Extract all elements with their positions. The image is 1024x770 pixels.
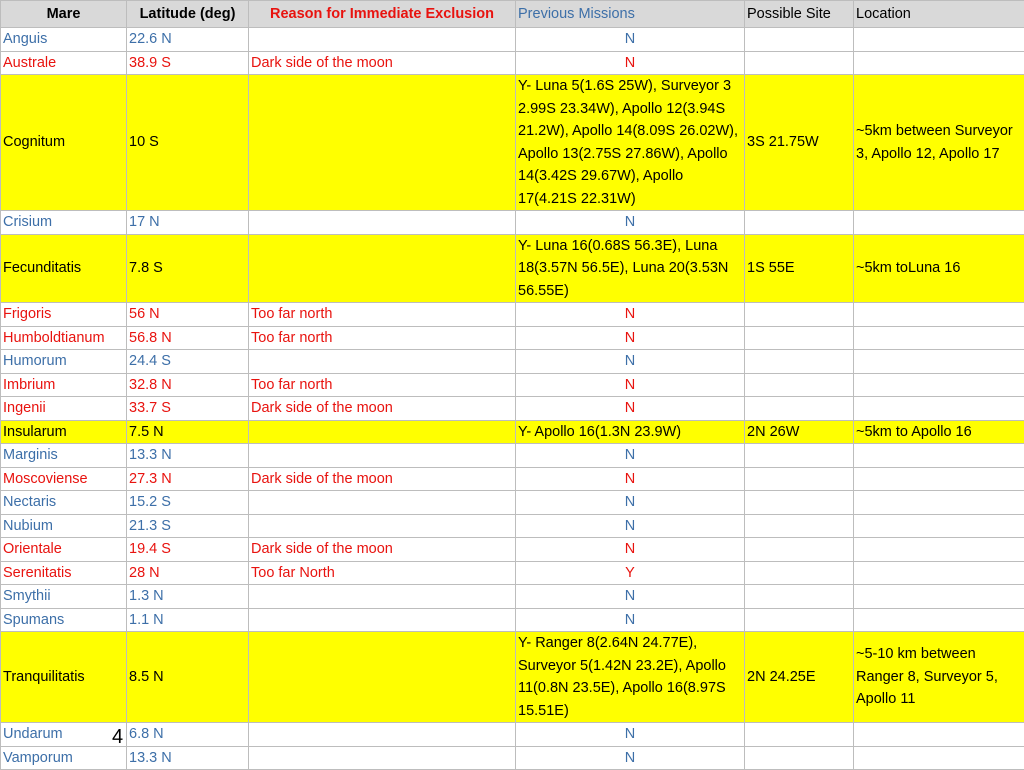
header-possible-site[interactable]: Possible Site	[745, 1, 854, 28]
table-row	[1, 234, 1024, 303]
cell-location[interactable]	[854, 211, 1024, 235]
cell-reason[interactable]	[249, 491, 516, 515]
cell-possible-site[interactable]	[745, 538, 854, 562]
cell-possible-site[interactable]	[745, 746, 854, 770]
cell-location[interactable]	[854, 326, 1024, 350]
cell-mare[interactable]: Nubium	[1, 514, 127, 538]
table-row	[1, 632, 1024, 723]
cell-mare[interactable]: Imbrium	[1, 373, 127, 397]
table-row	[1, 491, 1024, 515]
cell-mare[interactable]: Frigoris	[1, 303, 127, 327]
cell-possible-site[interactable]	[745, 723, 854, 747]
cell-previous-missions[interactable]: N	[516, 373, 745, 397]
cell-location[interactable]: ~5km to Apollo 16	[854, 420, 1024, 444]
table-row	[1, 585, 1024, 609]
cell-previous-missions[interactable]: N	[516, 538, 745, 562]
table-row	[1, 746, 1024, 770]
cell-location[interactable]	[854, 303, 1024, 327]
cursor-marker: 4	[112, 726, 123, 748]
cell-possible-site[interactable]	[745, 350, 854, 374]
table-row	[1, 28, 1024, 52]
cell-reason[interactable]: Dark side of the moon	[249, 397, 516, 421]
cell-mare[interactable]: Tranquilitatis	[1, 632, 127, 723]
cell-possible-site[interactable]	[745, 28, 854, 52]
header-previous-missions[interactable]: Previous Missions	[516, 1, 745, 28]
cell-previous-missions[interactable]: Y- Apollo 16(1.3N 23.9W)	[516, 420, 745, 444]
cell-previous-missions[interactable]: N	[516, 723, 745, 747]
cell-reason[interactable]: Too far North	[249, 561, 516, 585]
cell-mare[interactable]: Undarum	[1, 723, 127, 747]
table-row	[1, 467, 1024, 491]
cell-mare[interactable]: Humorum	[1, 350, 127, 374]
cell-mare[interactable]: Cognitum	[1, 75, 127, 211]
table-row	[1, 514, 1024, 538]
cell-previous-missions[interactable]: Y- Luna 16(0.68S 56.3E), Luna 18(3.57N 56.5E), Luna 20(3.53N 56.55E)	[516, 234, 745, 303]
header-latitude[interactable]: Latitude (deg)	[127, 1, 249, 28]
cell-location[interactable]: ~5-10 km between Ranger 8, Surveyor 5, Apollo 11	[854, 632, 1024, 723]
cell-previous-missions[interactable]: Y	[516, 561, 745, 585]
table-body	[1, 28, 1024, 770]
cell-previous-missions[interactable]: N	[516, 746, 745, 770]
cell-possible-site[interactable]	[745, 444, 854, 468]
cell-reason[interactable]: Dark side of the moon	[249, 538, 516, 562]
cell-reason[interactable]	[249, 211, 516, 235]
table-row	[1, 608, 1024, 632]
cell-reason[interactable]: Too far north	[249, 373, 516, 397]
table-row	[1, 75, 1024, 211]
cell-latitude[interactable]: 7.8 S	[127, 234, 249, 303]
cell-mare[interactable]: Fecunditatis	[1, 234, 127, 303]
cell-reason[interactable]: Dark side of the moon	[249, 467, 516, 491]
cell-location[interactable]: ~5km between Surveyor 3, Apollo 12, Apollo 17	[854, 75, 1024, 211]
cell-location[interactable]	[854, 585, 1024, 609]
cell-location[interactable]	[854, 28, 1024, 52]
cell-latitude[interactable]: 33.7 S	[127, 397, 249, 421]
cell-possible-site[interactable]: 2N 26W	[745, 420, 854, 444]
cell-reason[interactable]	[249, 420, 516, 444]
cell-mare[interactable]: Crisium	[1, 211, 127, 235]
table-row	[1, 723, 1024, 747]
cell-latitude[interactable]: 6.8 N	[127, 723, 249, 747]
cell-previous-missions[interactable]: N	[516, 350, 745, 374]
table-row	[1, 326, 1024, 350]
cell-location[interactable]	[854, 467, 1024, 491]
cell-mare[interactable]: Nectaris	[1, 491, 127, 515]
cell-previous-missions[interactable]: N	[516, 608, 745, 632]
cell-previous-missions[interactable]: N	[516, 326, 745, 350]
cell-reason[interactable]	[249, 444, 516, 468]
cell-reason[interactable]	[249, 585, 516, 609]
cell-mare[interactable]: Moscoviense	[1, 467, 127, 491]
cell-latitude[interactable]: 17 N	[127, 211, 249, 235]
table-row	[1, 444, 1024, 468]
cell-reason[interactable]	[249, 28, 516, 52]
cell-mare[interactable]: Serenitatis	[1, 561, 127, 585]
cell-previous-missions[interactable]: N	[516, 467, 745, 491]
cell-possible-site[interactable]	[745, 561, 854, 585]
cell-previous-missions[interactable]: N	[516, 28, 745, 52]
cell-latitude[interactable]: 22.6 N	[127, 28, 249, 52]
cell-possible-site[interactable]	[745, 585, 854, 609]
cell-reason[interactable]	[249, 234, 516, 303]
cell-previous-missions[interactable]: N	[516, 51, 745, 75]
cell-possible-site[interactable]	[745, 211, 854, 235]
cell-mare[interactable]: Marginis	[1, 444, 127, 468]
cell-reason[interactable]	[249, 514, 516, 538]
cell-latitude[interactable]: 27.3 N	[127, 467, 249, 491]
cell-location[interactable]	[854, 397, 1024, 421]
table-row	[1, 51, 1024, 75]
cell-mare[interactable]: Smythii	[1, 585, 127, 609]
cell-latitude[interactable]: 13.3 N	[127, 746, 249, 770]
table-row	[1, 397, 1024, 421]
cell-latitude[interactable]: 15.2 S	[127, 491, 249, 515]
cell-latitude[interactable]: 28 N	[127, 561, 249, 585]
cell-latitude[interactable]: 38.9 S	[127, 51, 249, 75]
table-row	[1, 538, 1024, 562]
cell-previous-missions[interactable]: Y- Ranger 8(2.64N 24.77E), Surveyor 5(1.42N 23.2E), Apollo 11(0.8N 23.5E), Apollo 16(8.97S 15.51E)	[516, 632, 745, 723]
cell-location[interactable]	[854, 444, 1024, 468]
table-row	[1, 373, 1024, 397]
cell-previous-missions[interactable]: N	[516, 491, 745, 515]
cell-location[interactable]	[854, 723, 1024, 747]
table-row	[1, 420, 1024, 444]
table-row	[1, 211, 1024, 235]
header-location[interactable]: Location	[854, 1, 1024, 28]
cell-reason[interactable]: Too far north	[249, 303, 516, 327]
cell-latitude[interactable]: 10 S	[127, 75, 249, 211]
cell-previous-missions[interactable]: Y- Luna 5(1.6S 25W), Surveyor 3 2.99S 23.34W), Apollo 12(3.94S 21.2W), Apollo 14(8.09S 26.02W), Apollo 13(2.75S 27.86W), Apollo 14(3.42S 29.67W), Apollo 17(4.21S 22.31W)	[516, 75, 745, 211]
cell-latitude[interactable]: 1.3 N	[127, 585, 249, 609]
header-row	[1, 1, 1024, 28]
cell-latitude[interactable]: 1.1 N	[127, 608, 249, 632]
table-row	[1, 350, 1024, 374]
cell-reason[interactable]	[249, 350, 516, 374]
cell-latitude[interactable]: 19.4 S	[127, 538, 249, 562]
cell-mare[interactable]: Humboldtianum	[1, 326, 127, 350]
cell-mare[interactable]: Ingenii	[1, 397, 127, 421]
cell-mare[interactable]: Vamporum	[1, 746, 127, 770]
cell-mare[interactable]: Orientale	[1, 538, 127, 562]
cell-possible-site[interactable]: 1S 55E	[745, 234, 854, 303]
cell-possible-site[interactable]	[745, 491, 854, 515]
cell-location[interactable]	[854, 561, 1024, 585]
cell-previous-missions[interactable]: N	[516, 444, 745, 468]
cell-location[interactable]	[854, 51, 1024, 75]
cell-location[interactable]	[854, 538, 1024, 562]
cell-reason[interactable]	[249, 608, 516, 632]
cell-previous-missions[interactable]: N	[516, 211, 745, 235]
cell-previous-missions[interactable]: N	[516, 397, 745, 421]
cell-latitude[interactable]: 21.3 S	[127, 514, 249, 538]
cell-mare[interactable]: Anguis	[1, 28, 127, 52]
cell-possible-site[interactable]: 2N 24.25E	[745, 632, 854, 723]
cell-latitude[interactable]: 32.8 N	[127, 373, 249, 397]
cell-possible-site[interactable]	[745, 608, 854, 632]
cell-possible-site[interactable]	[745, 373, 854, 397]
cell-location[interactable]	[854, 746, 1024, 770]
cell-previous-missions[interactable]: N	[516, 514, 745, 538]
cell-possible-site[interactable]	[745, 303, 854, 327]
cell-latitude[interactable]: 56.8 N	[127, 326, 249, 350]
header-mare[interactable]: Mare	[1, 1, 127, 28]
cell-location[interactable]: ~5km toLuna 16	[854, 234, 1024, 303]
cell-mare[interactable]: Insularum	[1, 420, 127, 444]
table-row	[1, 303, 1024, 327]
cell-location[interactable]	[854, 608, 1024, 632]
cell-previous-missions[interactable]: N	[516, 585, 745, 609]
header-reason[interactable]: Reason for Immediate Exclusion	[249, 1, 516, 28]
cell-latitude[interactable]: 56 N	[127, 303, 249, 327]
cell-location[interactable]	[854, 514, 1024, 538]
cell-latitude[interactable]: 7.5 N	[127, 420, 249, 444]
cell-location[interactable]	[854, 350, 1024, 374]
table-row	[1, 561, 1024, 585]
cell-reason[interactable]	[249, 746, 516, 770]
cell-location[interactable]	[854, 491, 1024, 515]
cell-reason[interactable]: Dark side of the moon	[249, 51, 516, 75]
cell-possible-site[interactable]	[745, 51, 854, 75]
cell-mare[interactable]: Australe	[1, 51, 127, 75]
cell-previous-missions[interactable]: N	[516, 303, 745, 327]
cell-possible-site[interactable]	[745, 467, 854, 491]
cell-latitude[interactable]: 13.3 N	[127, 444, 249, 468]
cell-location[interactable]	[854, 373, 1024, 397]
cell-reason[interactable]	[249, 75, 516, 211]
cell-latitude[interactable]: 24.4 S	[127, 350, 249, 374]
cell-possible-site[interactable]: 3S 21.75W	[745, 75, 854, 211]
cell-mare[interactable]: Spumans	[1, 608, 127, 632]
cell-reason[interactable]	[249, 723, 516, 747]
cell-possible-site[interactable]	[745, 514, 854, 538]
cell-possible-site[interactable]	[745, 326, 854, 350]
cell-reason[interactable]: Too far north	[249, 326, 516, 350]
cell-reason[interactable]	[249, 632, 516, 723]
cell-latitude[interactable]: 8.5 N	[127, 632, 249, 723]
cell-possible-site[interactable]	[745, 397, 854, 421]
